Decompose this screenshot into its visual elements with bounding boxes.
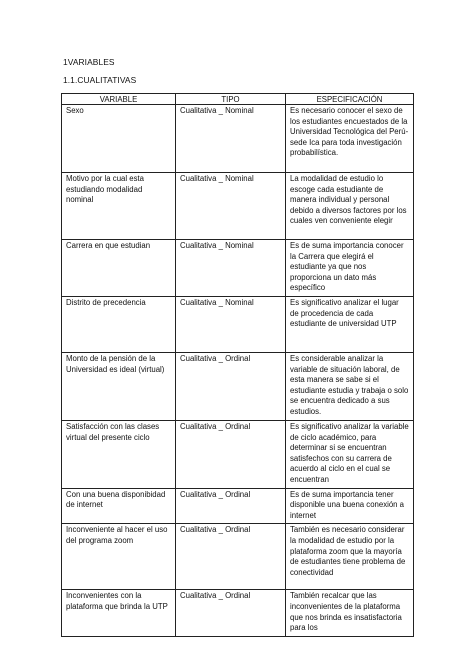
cell-variable: Satisfacción con las clases virtual del presente ciclo (62, 420, 176, 488)
cell-especificacion: La modalidad de estudio lo escoge cada estudiante de manera individual y personal debido a diversos factores por los cuales ven conveniente elegir (286, 173, 414, 240)
header-tipo: TIPO (176, 94, 286, 105)
cell-variable: Inconveniente al hacer el uso del programa zoom (62, 524, 176, 590)
table-row (62, 296, 414, 352)
cell-especificacion: Es necesario conocer el sexo de los estudiantes encuestados de la Universidad Tecnológica del Perú- sede Ica para toda investigación probabilística. (286, 105, 414, 173)
cell-especificacion: Es de suma importancia tener disponible una buena conexión a internet (286, 488, 414, 524)
cell-tipo: Cualitativa _ Nominal (176, 296, 286, 352)
cell-tipo: Cualitativa _ Ordinal (176, 420, 286, 488)
table-row (62, 420, 414, 488)
table-row (62, 352, 414, 420)
cell-tipo: Cualitativa _ Ordinal (176, 488, 286, 524)
table-row (62, 488, 414, 524)
cell-tipo: Cualitativa _ Ordinal (176, 590, 286, 636)
header-especificacion: ESPECIFICACIÓN (286, 94, 414, 105)
table-row (62, 173, 414, 240)
cell-tipo: Cualitativa _ Ordinal (176, 352, 286, 420)
cell-variable: Monto de la pensión de la Universidad es ideal (virtual) (62, 352, 176, 420)
subsection-heading: 1.1.CUALITATIVAS (63, 75, 137, 85)
table-row (62, 105, 414, 173)
cell-variable: Sexo (62, 105, 176, 173)
cell-especificacion: Es considerable analizar la variable de situación laboral, de esta manera se sabe si el estudiante estudia y trabaja o solo se encuentra dedicado a sus estudios. (286, 352, 414, 420)
table-header-row (62, 94, 414, 105)
cell-variable: Carrera en que estudian (62, 240, 176, 297)
cell-especificacion: Es de suma importancia conocer la Carrera que elegirá el estudiante ya que nos proporciona un dato más específico (286, 240, 414, 297)
table-row (62, 524, 414, 590)
table-row (62, 240, 414, 297)
cell-tipo: Cualitativa _ Ordinal (176, 524, 286, 590)
cell-variable: Con una buena disponibidad de internet (62, 488, 176, 524)
cell-especificacion: También recalcar que las inconvenientes de la plataforma que nos brinda es insatisfactoria para los (286, 590, 414, 636)
cell-variable: Motivo por la cual esta estudiando modalidad nominal (62, 173, 176, 240)
table-row (62, 590, 414, 636)
cell-variable: Distrito de precedencia (62, 296, 176, 352)
cell-especificacion: Es significativo analizar la variable de ciclo académico, para determinar si se encuentran satisfechos con su carrera de acuerdo al ciclo en el cual se encuentran (286, 420, 414, 488)
section-heading: 1VARIABLES (63, 57, 115, 67)
cell-variable: Inconvenientes con la plataforma que brinda la UTP (62, 590, 176, 636)
cell-especificacion: También es necesario considerar la modalidad de estudio por la plataforma zoom que la mayoría de estudiantes tiene problema de conectividad (286, 524, 414, 590)
cell-tipo: Cualitativa _ Nominal (176, 240, 286, 297)
cell-tipo: Cualitativa _ Nominal (176, 173, 286, 240)
header-variable: VARIABLE (62, 94, 176, 105)
cell-especificacion: Es significativo analizar el lugar de procedencia de cada estudiante de universidad UTP (286, 296, 414, 352)
variables-table (61, 93, 414, 637)
cell-tipo: Cualitativa _ Nominal (176, 105, 286, 173)
